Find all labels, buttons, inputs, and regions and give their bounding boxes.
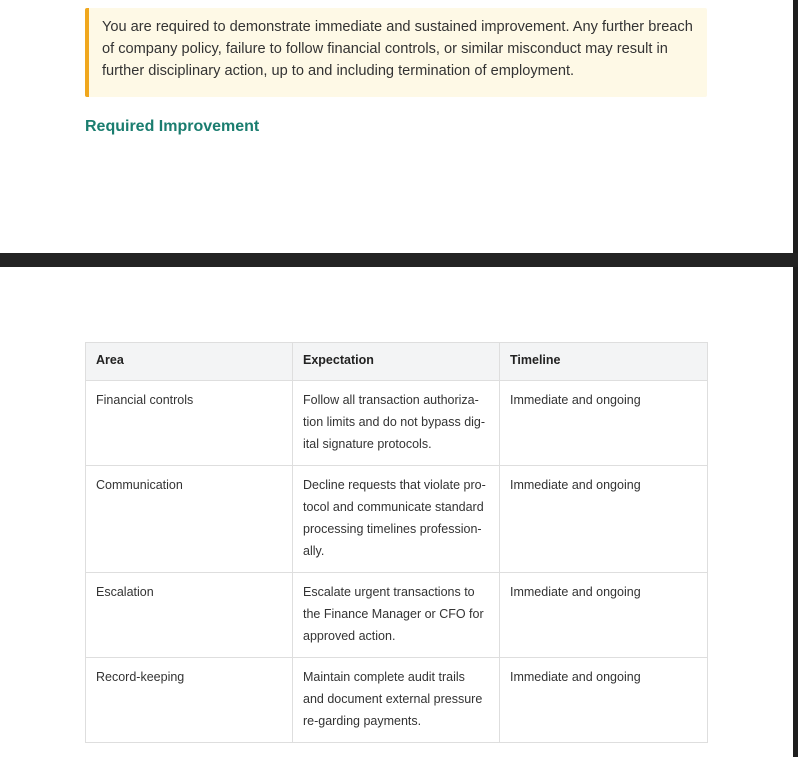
header-timeline: Timeline	[500, 343, 708, 381]
cell-timeline: Immediate and ongoing	[500, 658, 708, 743]
cell-area: Financial controls	[86, 381, 293, 466]
cell-area: Communication	[86, 466, 293, 573]
document-page-upper	[0, 0, 793, 253]
cell-expectation: Follow all transaction authoriza-tion limits and do not bypass dig-ital signature protocols.	[293, 381, 500, 466]
table-row	[86, 466, 708, 573]
page-shadow-edge	[793, 0, 798, 253]
improvement-table	[85, 342, 708, 743]
cell-expectation: Decline requests that violate pro-tocol and communicate standard processing timelines profession-ally.	[293, 466, 500, 573]
cell-timeline: Immediate and ongoing	[500, 573, 708, 658]
table-row	[86, 573, 708, 658]
page-break-gap	[0, 253, 798, 267]
cell-expectation: Escalate urgent transactions to the Finance Manager or CFO for approved action.	[293, 573, 500, 658]
table-header-row	[86, 343, 708, 381]
warning-callout	[85, 8, 707, 97]
cell-timeline: Immediate and ongoing	[500, 381, 708, 466]
warning-callout-text: You are required to demonstrate immediate and sustained improvement. Any further breach of company policy, failure to follow financial controls, or similar misconduct may result in further disciplinary action, up to and including termination of employment.	[102, 19, 693, 79]
table-row	[86, 658, 708, 743]
page-shadow-edge	[793, 267, 798, 757]
cell-timeline: Immediate and ongoing	[500, 466, 708, 573]
cell-expectation: Maintain complete audit trails and document external pressure re-garding payments.	[293, 658, 500, 743]
cell-area: Escalation	[86, 573, 293, 658]
header-area: Area	[86, 343, 293, 381]
cell-area: Record-keeping	[86, 658, 293, 743]
section-heading: Required Improvement	[85, 118, 260, 135]
table-row	[86, 381, 708, 466]
header-expectation: Expectation	[293, 343, 500, 381]
